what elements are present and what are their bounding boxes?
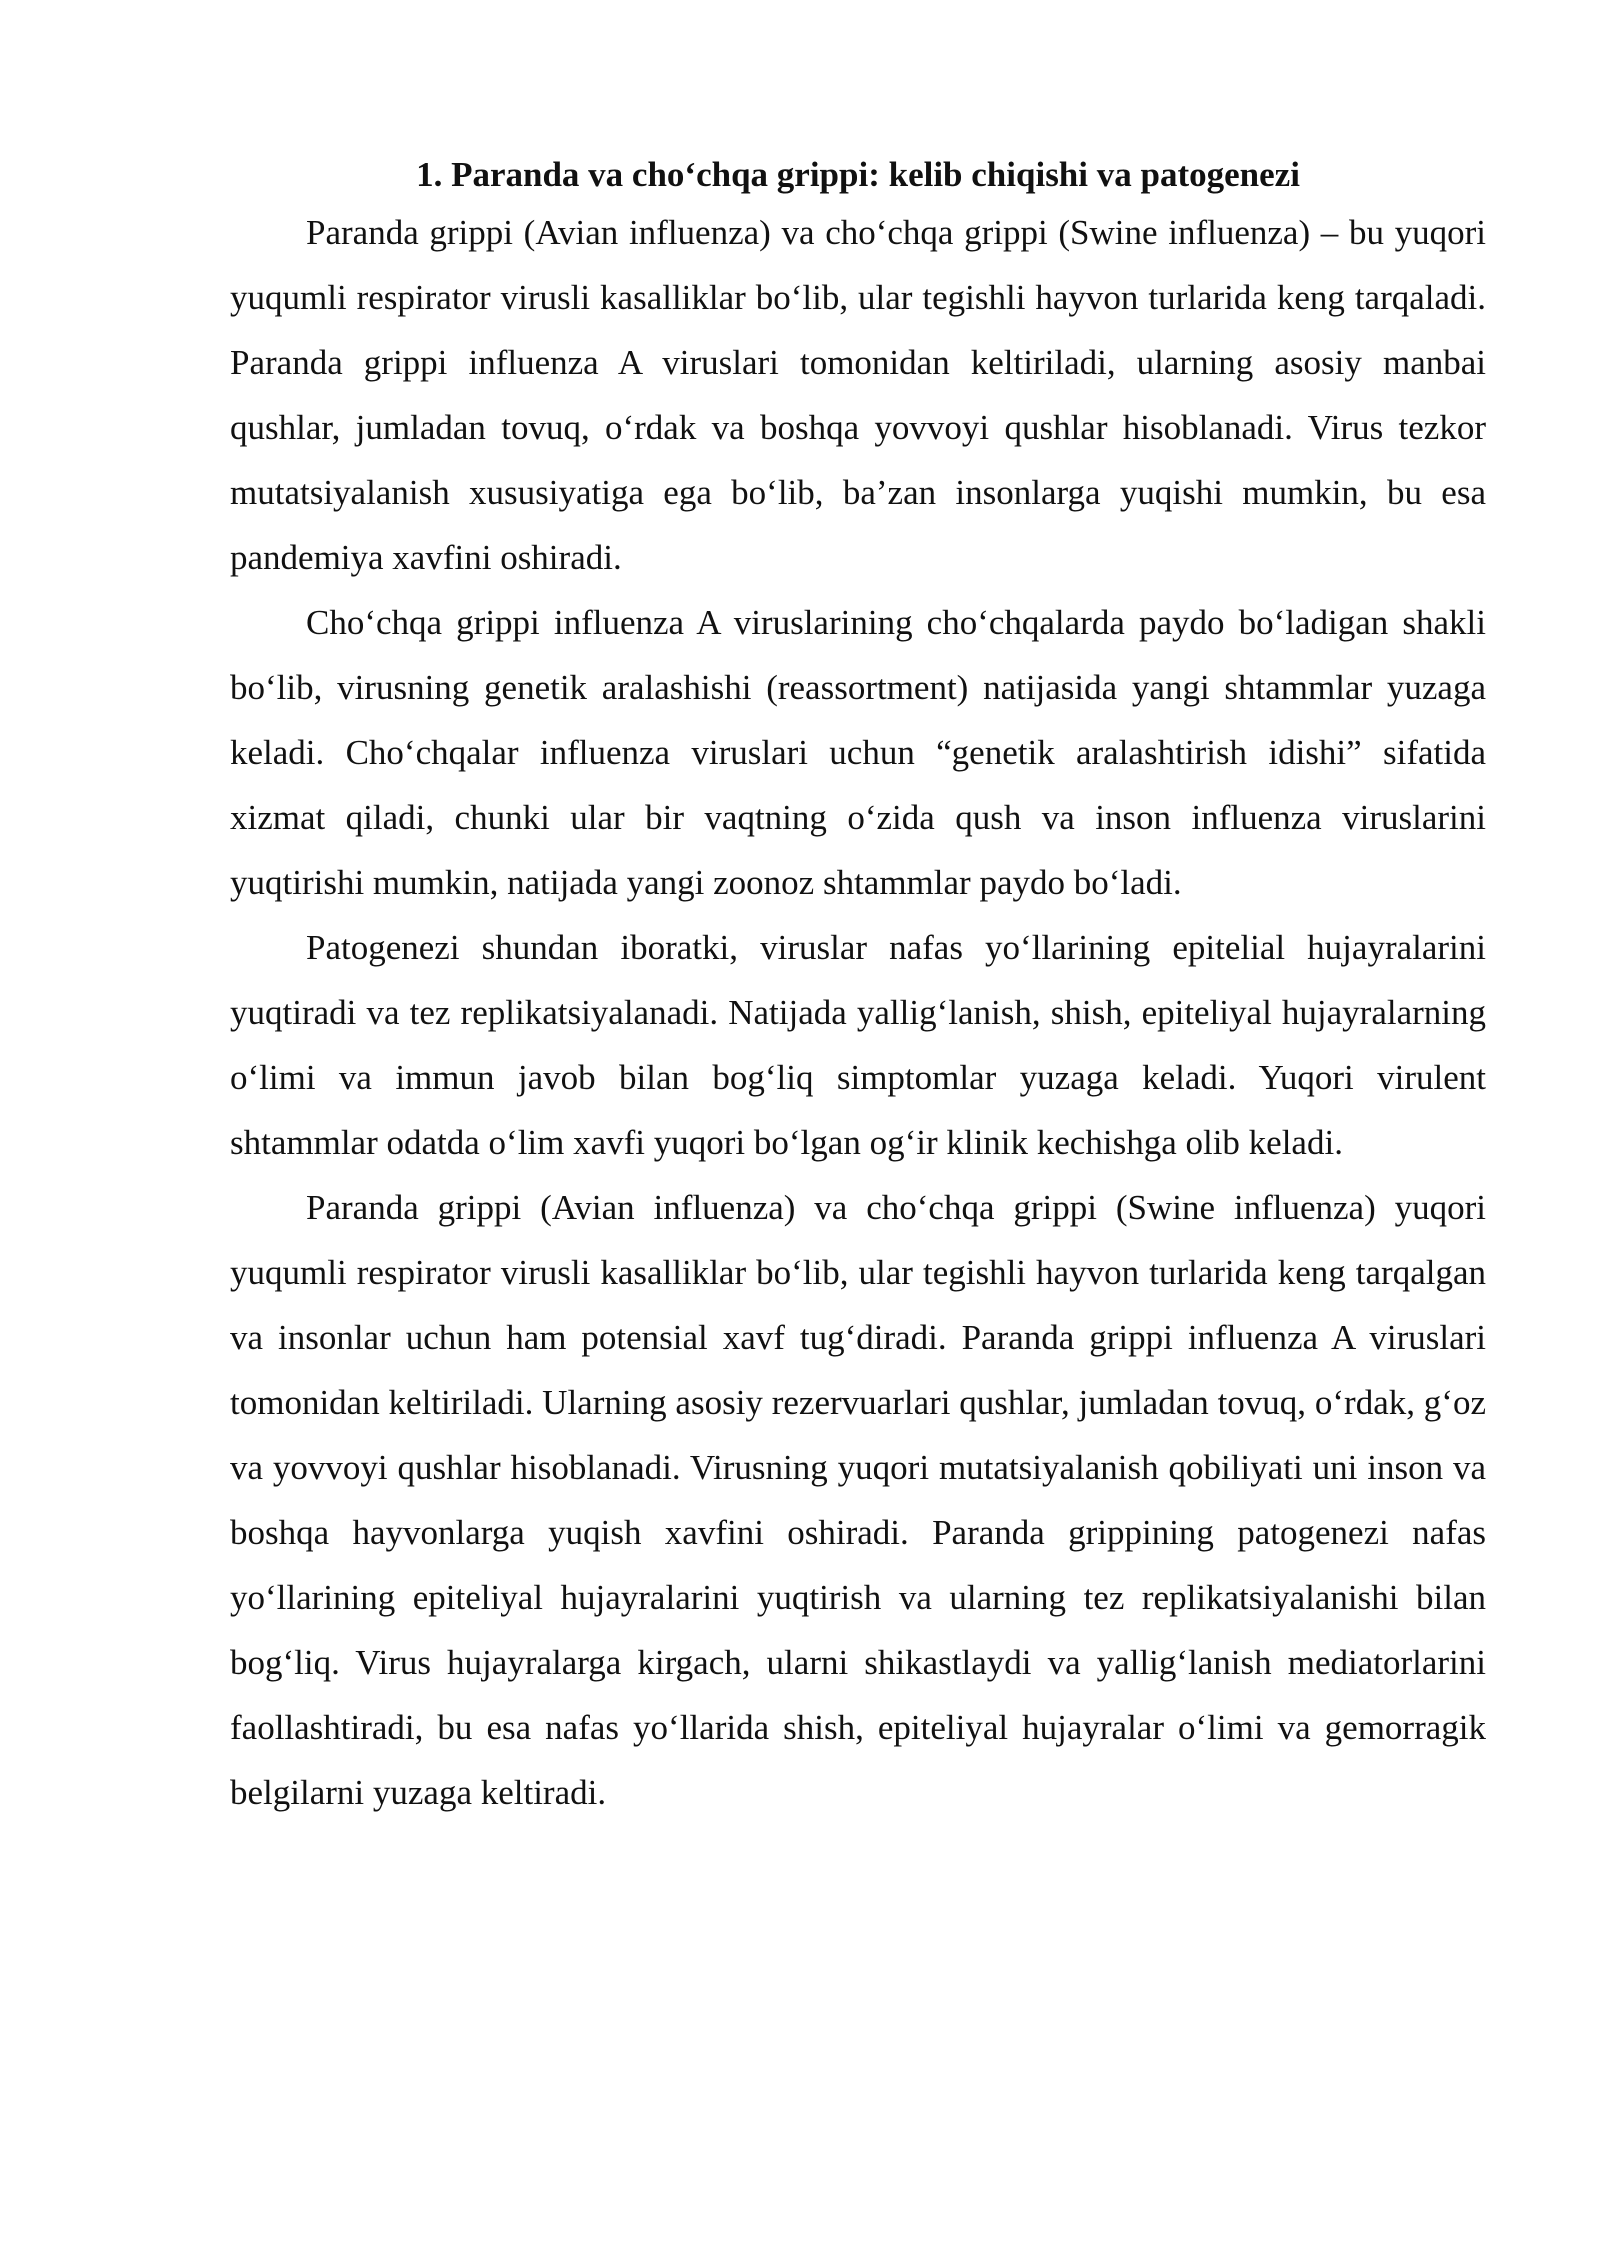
document-page [230, 150, 1486, 1825]
section-heading: 1. Paranda va cho‘chqa grippi: kelib chiqishi va patogenezi [416, 155, 1300, 194]
paragraph-1: Paranda grippi (Avian influenza) va cho‘chqa grippi (Swine influenza) – bu yuqori yuqumli respirator virusli kasalliklar bo‘lib, ular tegishli hayvon turlarida keng tarqaladi. Paranda grippi influenza A viruslari tomonidan keltiriladi, ularning asosiy manbai qushlar, jumladan tovuq, o‘rdak va boshqa yovvoyi qushlar hisoblanadi. Virus tezkor mutatsiyalanish xususiyatiga ega bo‘lib, ba’zan insonlarga yuqishi mumkin, bu esa pandemiya xavfini oshiradi. [230, 213, 1486, 577]
paragraph-2: Cho‘chqa grippi influenza A viruslarining cho‘chqalarda paydo bo‘ladigan shakli bo‘lib, virusning genetik aralashishi (reassortment) natijasida yangi shtammlar yuzaga keladi. Cho‘chqalar influenza viruslari uchun “genetik aralashtirish idishi” sifatida xizmat qiladi, chunki ular bir vaqtning o‘zida qush va inson influenza viruslarini yuqtirishi mumkin, natijada yangi zoonoz shtammlar paydo bo‘ladi. [230, 603, 1486, 902]
paragraph-4: Paranda grippi (Avian influenza) va cho‘chqa grippi (Swine influenza) yuqori yuqumli respirator virusli kasalliklar bo‘lib, ular tegishli hayvon turlarida keng tarqalgan va insonlar uchun ham potensial xavf tug‘diradi. Paranda grippi influenza A viruslari tomonidan keltiriladi. Ularning asosiy rezervuarlari qushlar, jumladan tovuq, o‘rdak, g‘oz va yovvoyi qushlar hisoblanadi. Virusning yuqori mutatsiyalanish qobiliyati uni inson va boshqa hayvonlarga yuqish xavfini oshiradi. Paranda grippining patogenezi nafas yo‘llarining epiteliyal hujayralarini yuqtirish va ularning tez replikatsiyalanishi bilan bog‘liq. Virus hujayralarga kirgach, ularni shikastlaydi va yallig‘lanish mediatorlarini faollashtiradi, bu esa nafas yo‘llarida shish, epiteliyal hujayralar o‘limi va gemorragik belgilarni yuzaga keltiradi. [230, 1188, 1486, 1812]
paragraph-3: Patogenezi shundan iboratki, viruslar nafas yo‘llarining epitelial hujayralarini yuqtiradi va tez replikatsiyalanadi. Natijada yallig‘lanish, shish, epiteliyal hujayralarning o‘limi va immun javob bilan bog‘liq simptomlar yuzaga keladi. Yuqori virulent shtammlar odatda o‘lim xavfi yuqori bo‘lgan og‘ir klinik kechishga olib keladi. [230, 928, 1486, 1162]
